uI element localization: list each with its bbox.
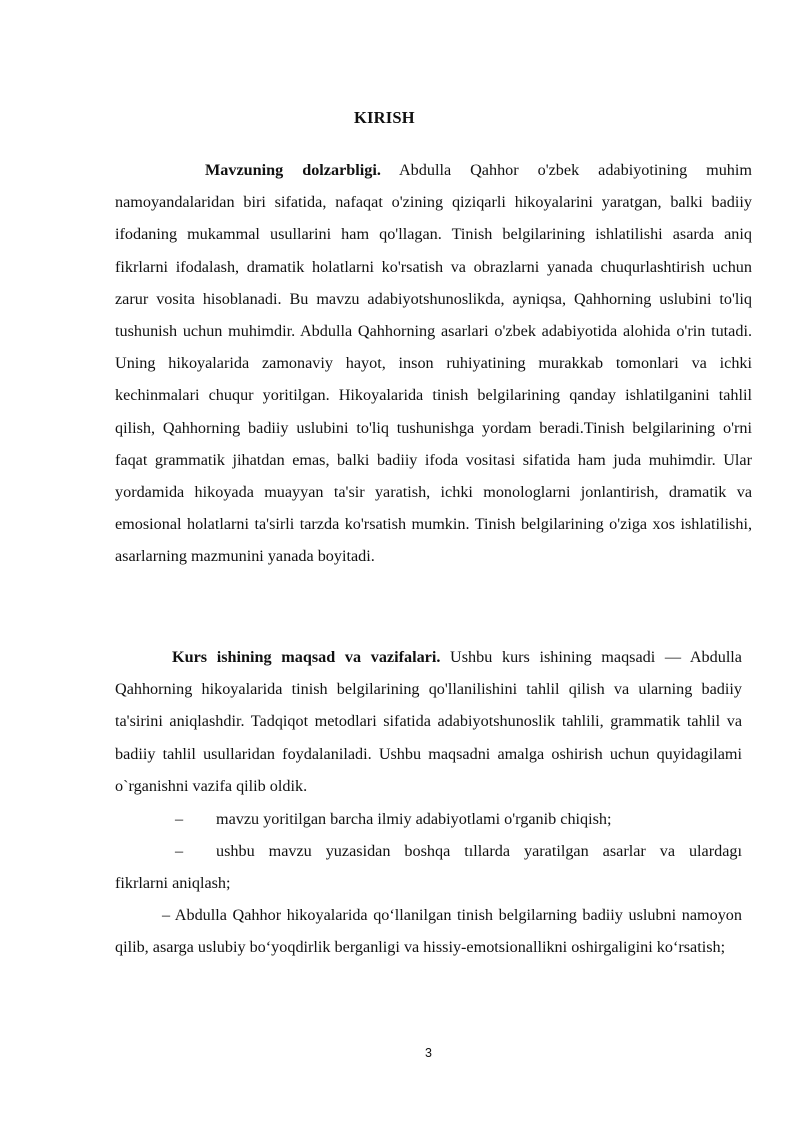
relevance-title: Mavzuning dolzarbligi. [205,161,381,179]
goals-title: Kurs ishining maqsad va vazifalari. [172,648,441,666]
list-item: – Abdulla Qahhor hikoyalarida qo‘llanilgan tinish belgilarning badiiy uslubni namoyon qilib, asarga uslubiy bo‘yoqdirlik berganligi va hissiy-emotsionallikni oshirgaligini ko‘rsatish; [115,906,742,957]
list-item-text: ushbu mavzu yuzasidan boshqa tıllarda yaratilgan asarlar va ulardagı [216,842,742,860]
dash-bullet: – [175,810,184,828]
relevance-paragraph [115,154,752,573]
list-item-continuation: fikrlarni aniqlash; [115,874,231,893]
goals-text: Ushbu kurs ishining maqsadi — Abdulla Qahhorning hikoyalarida tinish belgilarining qo'llanilishini tahlil qilish va ularning badiiy ta'sirini aniqlashdir. Tadqiqot metodlari sifatida adabiyotshunoslik tahlili, grammatik tahlil va badiiy tahlil usullaridan foydalaniladi. Ushbu maqsadni amalga oshirish uchun quyidagilami o`rganishni vazifa qilib oldik. [115,648,742,795]
page-heading: KIRISH [354,108,415,127]
list-item-text: mavzu yoritilgan barcha ilmiy adabiyotlami o'rganib chiqish; [216,810,612,828]
goals-paragraph [115,641,742,802]
list-item [115,835,742,899]
page-number: 3 [425,1046,432,1060]
relevance-text: Abdulla Qahhor o'zbek adabiyotining muhim namoyandalaridan biri sifatida, nafaqat o'zining qiziqarli hikoyalarini yaratgan, balki badiiy ifodaning mukammal usullarini ham qo'llagan. Tinish belgilarining ishlatilishi asarda aniq fikrlarni ifodalash, dramatik holatlarni ko'rsatish va obrazlarni yanada chuqurlashtirish uchun zarur vosita hisoblanadi. Bu mavzu adabiyotshunoslikda, ayniqsa, Qahhorning uslubini to'liq tushunish uchun muhimdir. Abdulla Qahhorning asarlari o'zbek adabiyotida alohida o'rin tutadi. Uning hikoyalarida zamonaviy hayot, inson ruhiyatining murakkab tomonlari va ichki kechinmalari chuqur yoritilgan. Hikoyalarida tinish belgilarining qanday ishlatilganini tahlil qilish, Qahhorning badiiy uslubini to'liq tushunishga yordam beradi.Tinish belgilarining o'rni faqat grammatik jihatdan emas, balki badiiy ifoda vositasi sifatida ham juda muhimdir. Ular yordamida hikoyada muayyan ta'sir yaratish, ichki monologlarni jonlantirish, dramatik va emosional holatlarni ta'sirli tarzda ko'rsatish mumkin. Tinish belgilarining o'ziga xos ishlatilishi, asarlarning mazmunini yanada boyitadi. [115,161,752,566]
dash-bullet: – [175,842,184,860]
